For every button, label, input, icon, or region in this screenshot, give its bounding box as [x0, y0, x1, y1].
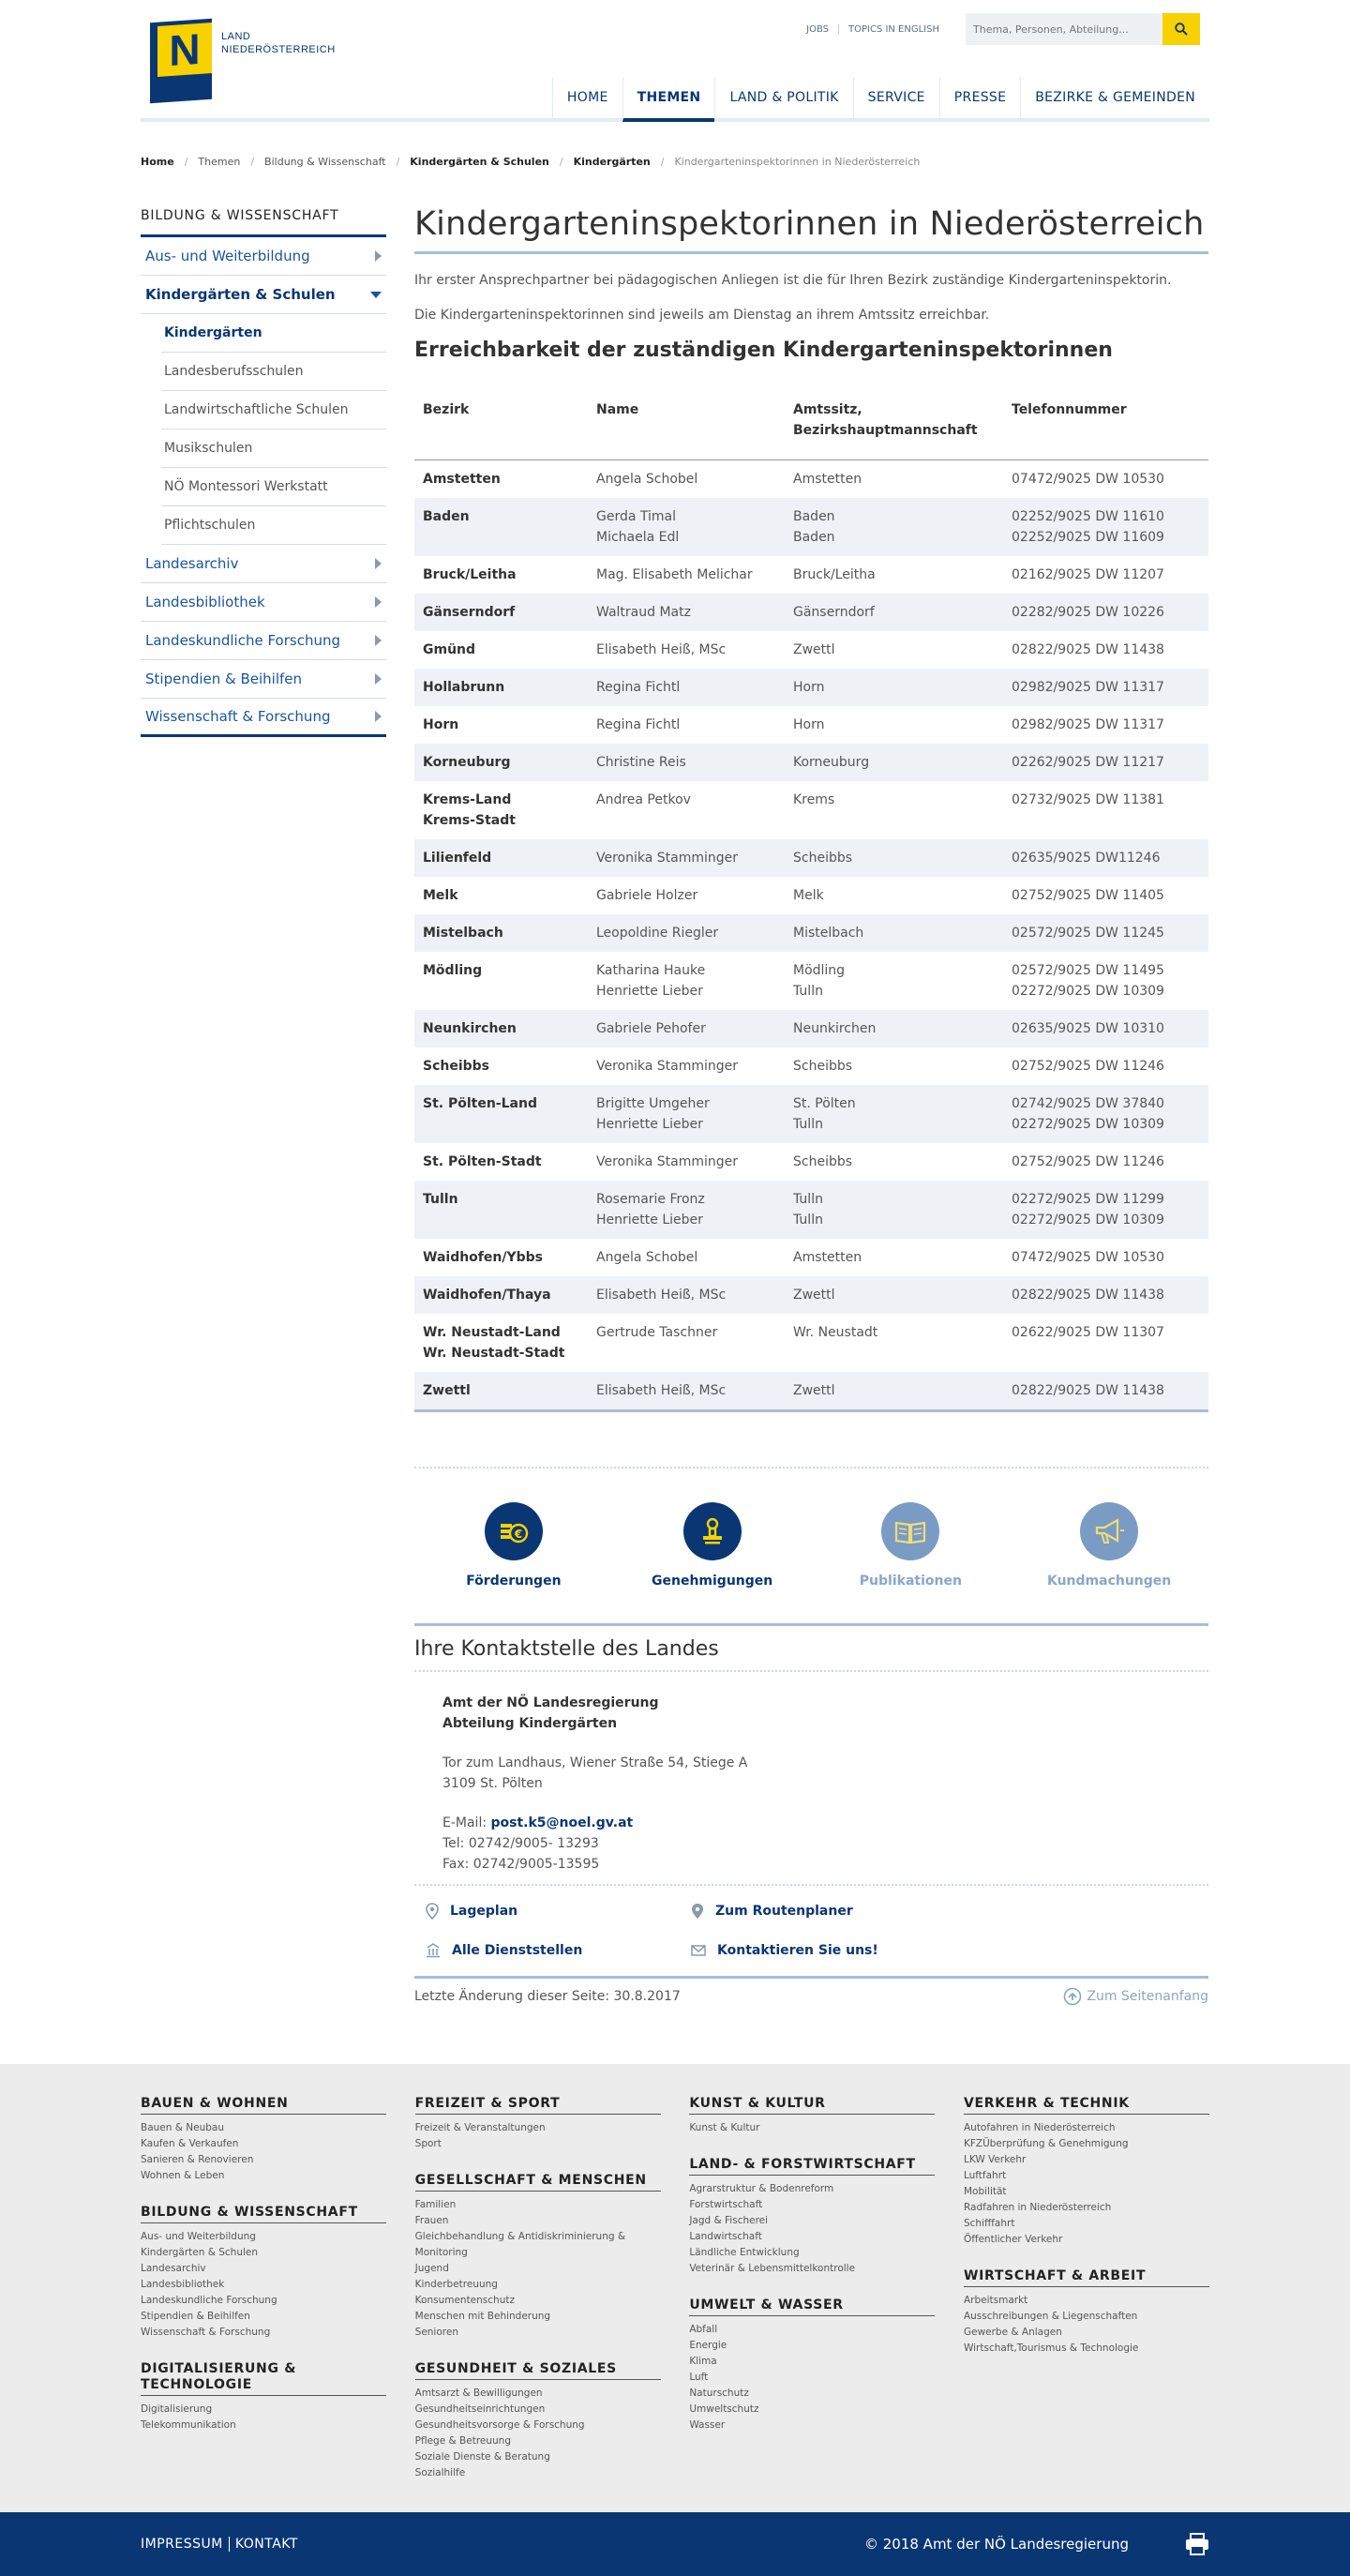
- footer-section: [415, 2361, 661, 2481]
- table-cell: Amstetten: [793, 471, 862, 487]
- table-cell: 02822/9025 DW 11438: [1003, 1276, 1208, 1314]
- chevron-down-icon: [370, 292, 382, 298]
- nav-land-politik[interactable]: LAND & POLITIK: [714, 77, 852, 122]
- table-cell: Scheibbs: [793, 1153, 853, 1169]
- table-cell: Mistelbach: [785, 914, 1003, 952]
- footer-link[interactable]: Telekommunikation: [141, 2418, 236, 2431]
- table-row: [414, 877, 1208, 914]
- footer-link[interactable]: Umweltschutz: [689, 2403, 759, 2415]
- footer-link[interactable]: Radfahren in Niederösterreich: [963, 2201, 1112, 2213]
- search-icon: [1175, 23, 1188, 36]
- table-cell: Tulln Tulln: [785, 1181, 1003, 1239]
- table-cell: Korneuburg: [785, 744, 1003, 781]
- table-row: [414, 1047, 1208, 1085]
- sidebar-item-wissenschaft-forschung[interactable]: Wissenschaft & Forschung: [141, 699, 386, 737]
- table-cell: Korneuburg: [414, 744, 588, 781]
- footer-link[interactable]: Ausschreibungen & Liegenschaften: [963, 2310, 1138, 2322]
- table-cell: Krems-Land Krems-Stadt: [423, 791, 516, 828]
- footer-section: [689, 2157, 935, 2277]
- footer-link[interactable]: Luftfahrt: [963, 2169, 1007, 2181]
- table-row: [414, 1372, 1208, 1411]
- footer-link[interactable]: Gesundheitseinrichtungen: [414, 2403, 546, 2415]
- breadcrumb-item[interactable]: Kindergärten: [573, 155, 651, 168]
- page: [141, 0, 1209, 2015]
- table-row: [414, 1181, 1208, 1239]
- table-cell: Regina Fichtl: [588, 669, 785, 706]
- footer-link[interactable]: Pflege & Betreuung: [414, 2434, 512, 2447]
- footer-heading[interactable]: VERKEHR & TECHNIK: [964, 2096, 1209, 2115]
- table-cell: Zwettl: [785, 1372, 1003, 1411]
- svg-text:€: €: [514, 1528, 523, 1541]
- table-cell: 02572/9025 DW 11245: [1003, 914, 1208, 952]
- contact-card: [414, 1672, 1208, 1875]
- table-cell: 02622/9025 DW 11307: [1012, 1324, 1164, 1340]
- table-cell: Zwettl: [414, 1372, 588, 1411]
- to-top-link[interactable]: Zum Seitenanfang: [1063, 1987, 1208, 2006]
- chevron-right-icon: [375, 558, 382, 569]
- table-cell: 07472/9025 DW 10530: [1012, 471, 1164, 487]
- footer-heading[interactable]: DIGITALISIERUNG & TECHNOLOGIE: [141, 2361, 386, 2396]
- table-row: [414, 669, 1208, 706]
- arrow-up-circle-icon: [1063, 1987, 1082, 2006]
- main-nav: [552, 77, 1209, 122]
- table-cell: Scheibbs: [785, 839, 1003, 877]
- footer-link[interactable]: Bauen & Neubau: [141, 2121, 224, 2133]
- table-cell: 02572/9025 DW 11495 02272/9025 DW 10309: [1012, 962, 1164, 999]
- table-cell: Mag. Elisabeth Melichar: [596, 566, 753, 582]
- footer-heading[interactable]: KUNST & KULTUR: [689, 2096, 935, 2115]
- footer-link[interactable]: Frauen: [414, 2214, 449, 2226]
- sidebar-item-landeskundliche-forschung[interactable]: Landeskundliche Forschung: [141, 622, 386, 660]
- table-cell: Baden Baden: [785, 498, 1003, 556]
- table-cell: 02252/9025 DW 11610 02252/9025 DW 11609: [1003, 498, 1208, 556]
- intro-text: Ihr erster Ansprechpartner bei pädagogischen Anliegen ist die für Ihren Bezirk zuständige Kindergarteninspektorin.: [414, 273, 1172, 288]
- footer-section: [964, 2268, 1209, 2357]
- footer-link[interactable]: Sozialhilfe: [414, 2466, 466, 2478]
- intro-text-2: Die Kindergarteninspektorinnen sind jeweils am Dienstag an ihrem Amtssitz erreichbar.: [414, 308, 990, 323]
- contact-city: 3109 St. Pölten: [442, 1775, 543, 1791]
- footer-link[interactable]: Arbeitsmarkt: [963, 2294, 1028, 2306]
- search-input[interactable]: [966, 13, 1162, 45]
- contact-fax: Fax: 02742/9005-13595: [442, 1856, 600, 1872]
- table-cell: Krems: [793, 791, 835, 807]
- table-row: [414, 556, 1208, 594]
- nav-themen[interactable]: THEMEN: [622, 77, 715, 122]
- euro-coins-icon: [497, 1514, 531, 1548]
- logo-text: LAND NIEDERÖSTERREICH: [221, 31, 336, 55]
- table-row: [414, 1143, 1208, 1181]
- footer-link[interactable]: Kindergärten & Schulen: [141, 2246, 259, 2258]
- footer-section: [141, 2205, 386, 2341]
- footer-link[interactable]: Konsumentenschutz: [414, 2294, 515, 2306]
- chevron-right-icon: [375, 673, 382, 685]
- table-cell: 02272/9025 DW 11299 02272/9025 DW 10309: [1003, 1181, 1208, 1239]
- footer-section: [689, 2096, 935, 2136]
- print-icon[interactable]: [1185, 2533, 1209, 2555]
- contact-org: Amt der NÖ Landesregierung: [442, 1695, 659, 1710]
- footer-link[interactable]: Wirtschaft,Tourismus & Technologie: [963, 2342, 1139, 2354]
- copyright: © 2018 Amt der NÖ Landesregierung: [863, 2535, 1129, 2553]
- jobs-link[interactable]: JOBS: [806, 23, 829, 35]
- table-cell: 02982/9025 DW 11317: [1012, 716, 1164, 732]
- table-cell: 02262/9025 DW 11217: [1003, 744, 1208, 781]
- footer-link[interactable]: Kinderbetreuung: [414, 2278, 498, 2290]
- footer-link[interactable]: Kunst & Kultur: [689, 2121, 760, 2133]
- table-cell: 02742/9025 DW 37840 02272/9025 DW 10309: [1003, 1085, 1208, 1143]
- chevron-right-icon: [375, 250, 382, 262]
- breadcrumb-item[interactable]: Home: [141, 155, 174, 168]
- top-links: [797, 13, 1200, 45]
- footer-link[interactable]: Wissenschaft & Forschung: [141, 2326, 271, 2338]
- table-cell: Angela Schobel: [596, 471, 698, 487]
- mail-icon: [691, 1945, 706, 1956]
- sidebar-title: BILDUNG & WISSENSCHAFT: [141, 208, 386, 237]
- kontakt-link-footer[interactable]: KONTAKT: [234, 2536, 298, 2552]
- sidebar-subitem-kindergaerten[interactable]: Kindergärten: [161, 314, 386, 353]
- quicklink-publikationen[interactable]: Publikationen: [812, 1502, 1011, 1589]
- quicklinks: [414, 1469, 1208, 1623]
- nav-presse[interactable]: PRESSE: [939, 77, 1020, 122]
- email-label: E-Mail:: [442, 1815, 488, 1830]
- footer-column: [415, 2096, 661, 2502]
- footer-link[interactable]: Familien: [414, 2198, 457, 2210]
- footer-column: [141, 2096, 386, 2502]
- logo-mark: N: [150, 21, 214, 101]
- table-cell: Melk: [423, 887, 458, 903]
- sidebar-subitem-musikschulen[interactable]: Musikschulen: [161, 429, 386, 468]
- building-icon: [426, 1943, 441, 1958]
- table-cell: Bruck/Leitha: [793, 566, 876, 582]
- sidebar-item-stipendien[interactable]: Stipendien & Beihilfen: [141, 660, 386, 699]
- sidebar-subitem-landesberufsschulen[interactable]: Landesberufsschulen: [161, 353, 386, 391]
- footer-link[interactable]: Autofahren in Niederösterreich: [963, 2121, 1116, 2133]
- table-cell: Elisabeth Heiß, MSc: [588, 1276, 785, 1314]
- table-cell: 02752/9025 DW 11246: [1012, 1153, 1164, 1169]
- sidebar-item-kindergaerten-schulen[interactable]: Kindergärten & Schulen: [141, 276, 386, 314]
- table-row: [414, 839, 1208, 877]
- table-cell: Mödling Tulln: [793, 962, 846, 999]
- nav-home[interactable]: HOME: [552, 77, 622, 122]
- quicklink-genehmigungen[interactable]: Genehmigungen: [613, 1502, 812, 1589]
- footer-link[interactable]: Sport: [414, 2137, 442, 2149]
- footer-heading[interactable]: BILDUNG & WISSENSCHAFT: [141, 2205, 386, 2223]
- footer-link[interactable]: LKW Verkehr: [963, 2153, 1027, 2165]
- table-cell: Gabriele Pehofer: [588, 1010, 785, 1047]
- footer-link[interactable]: Mobilität: [963, 2185, 1007, 2197]
- table-cell: Mistelbach: [414, 914, 588, 952]
- chevron-right-icon: [375, 596, 382, 608]
- lageplan-link[interactable]: Lageplan: [414, 1891, 680, 1931]
- table-row: [414, 706, 1208, 744]
- breadcrumb-item[interactable]: Themen: [198, 155, 241, 168]
- footer-link[interactable]: Wasser: [689, 2418, 726, 2431]
- footer-link[interactable]: Ländliche Entwicklung: [689, 2246, 800, 2258]
- main-content: [414, 201, 1208, 2015]
- table-cell: 02822/9025 DW 11438: [1012, 641, 1164, 657]
- sidebar-nav: [141, 201, 386, 2015]
- contact-heading: Ihre Kontaktstelle des Landes: [414, 1623, 1208, 1672]
- table-cell: Neunkirchen: [785, 1010, 1003, 1047]
- table-row: [414, 1010, 1208, 1047]
- table-cell: Horn: [423, 716, 459, 732]
- table-cell: Leopoldine Riegler: [588, 914, 785, 952]
- table-cell: Horn: [793, 716, 825, 732]
- footer-link[interactable]: Landeskundliche Forschung: [141, 2294, 278, 2306]
- site-logo[interactable]: [150, 21, 336, 101]
- table-cell: 02752/9025 DW 11405: [1012, 887, 1164, 903]
- table-cell: Tulln: [414, 1181, 588, 1239]
- table-cell: 02982/9025 DW 11317: [1003, 669, 1208, 706]
- table-cell: Bruck/Leitha: [423, 566, 517, 582]
- table-row: [414, 914, 1208, 952]
- contact-street: Tor zum Landhaus, Wiener Straße 54, Stiege A: [442, 1755, 748, 1770]
- contact-department: Abteilung Kindergärten: [442, 1715, 618, 1731]
- sidebar-subitem-pflichtschulen[interactable]: Pflichtschulen: [161, 506, 386, 545]
- nav-service[interactable]: SERVICE: [853, 77, 939, 122]
- dienststellen-link[interactable]: Alle Dienststellen: [414, 1931, 680, 1970]
- table-cell: Scheibbs: [423, 1058, 490, 1074]
- nav-bezirke-gemeinden[interactable]: BEZIRKE & GEMEINDEN: [1020, 77, 1209, 122]
- table-row: [414, 952, 1208, 1010]
- table-row: [414, 1239, 1208, 1276]
- table-cell: Gabriele Holzer: [596, 887, 698, 903]
- footer-link[interactable]: Schifffahrt: [963, 2217, 1015, 2229]
- footer-section: [964, 2096, 1209, 2248]
- table-cell: 02282/9025 DW 10226: [1003, 594, 1208, 631]
- table-cell: Mödling: [423, 962, 483, 978]
- footer-link[interactable]: Landesbibliothek: [141, 2278, 225, 2290]
- table-cell: Wr. Neustadt: [793, 1324, 878, 1340]
- table-cell: Gerda Timal Michaela Edl: [588, 498, 785, 556]
- table-row: [414, 1085, 1208, 1143]
- footer-heading[interactable]: GESUNDHEIT & SOZIALES: [415, 2361, 661, 2380]
- table-header: Amtssitz, Bezirkshauptmannschaft: [785, 394, 1003, 459]
- table-cell: Veronika Stamminger: [588, 839, 785, 877]
- site-footer: [0, 2064, 1350, 2512]
- footer-link[interactable]: Luft: [689, 2371, 709, 2383]
- table-cell: Christine Reis: [588, 744, 785, 781]
- breadcrumb-item[interactable]: Bildung & Wissenschaft: [264, 155, 386, 168]
- footer-link[interactable]: Gleichbehandlung & Antidiskriminierung & Monitoring: [414, 2230, 626, 2258]
- footer-link[interactable]: Soziale Dienste & Beratung: [414, 2450, 550, 2463]
- sidebar-item-landesarchiv[interactable]: Landesarchiv: [141, 545, 386, 583]
- email-link[interactable]: post.k5@noel.gv.at: [490, 1815, 634, 1830]
- table-cell: Angela Schobel: [596, 1249, 698, 1265]
- table-header: Telefonnummer: [1003, 394, 1208, 459]
- sidebar-subitem-montessori[interactable]: NÖ Montessori Werkstatt: [161, 468, 386, 506]
- table-cell: 02822/9025 DW 11438: [1003, 1372, 1208, 1411]
- table-header: Name: [588, 394, 785, 459]
- table-cell: Brigitte Umgeher Henriette Lieber: [588, 1085, 785, 1143]
- search-button[interactable]: [1162, 13, 1200, 45]
- location-icon: [691, 1903, 704, 1920]
- last-change: [414, 1976, 1208, 2015]
- table-cell: Zwettl: [785, 1276, 1003, 1314]
- footer-column: [689, 2096, 935, 2502]
- search-box: [966, 13, 1200, 45]
- table-cell: Amstetten: [793, 1249, 862, 1265]
- footer-link[interactable]: Veterinär & Lebensmittelkontrolle: [689, 2262, 856, 2274]
- footer-section: [415, 2173, 661, 2341]
- footer-link[interactable]: Landwirtschaft: [689, 2230, 762, 2242]
- footer-link[interactable]: Stipendien & Beihilfen: [141, 2310, 250, 2322]
- footer-heading[interactable]: UMWELT & WASSER: [689, 2297, 935, 2316]
- footer-link[interactable]: Energie: [689, 2339, 728, 2351]
- footer-link[interactable]: Jagd & Fischerei: [689, 2214, 769, 2226]
- footer-link[interactable]: Gesundheitsvorsorge & Forschung: [414, 2418, 585, 2431]
- table-cell: 02732/9025 DW 11381: [1012, 791, 1164, 807]
- table-cell: Amstetten: [423, 471, 501, 487]
- last-change-text: Letzte Änderung dieser Seite: 30.8.2017: [414, 1989, 681, 2004]
- contact-tel: Tel: 02742/9005- 13293: [442, 1835, 599, 1851]
- table-cell: Lilienfeld: [414, 839, 588, 877]
- megaphone-icon: [1093, 1517, 1125, 1545]
- breadcrumb-item[interactable]: Kindergärten & Schulen: [410, 155, 549, 168]
- impressum-link[interactable]: IMPRESSUM: [141, 2536, 223, 2552]
- table-cell: Regina Fichtl: [596, 716, 681, 732]
- table-cell: Wr. Neustadt-Land Wr. Neustadt-Stadt: [423, 1324, 565, 1361]
- footer-link[interactable]: Jugend: [414, 2262, 449, 2274]
- footer-section: [141, 2096, 386, 2184]
- quicklink-foerderungen[interactable]: € Förderungen: [414, 1502, 613, 1589]
- footer-link[interactable]: Amtsarzt & Bewilligungen: [414, 2387, 543, 2399]
- footer-bottom-bar: [0, 2512, 1350, 2576]
- footer-heading[interactable]: BAUEN & WOHNEN: [141, 2096, 386, 2115]
- table-cell: Gertrude Taschner: [596, 1324, 718, 1340]
- footer-link[interactable]: Freizeit & Veranstaltungen: [414, 2121, 546, 2133]
- kontakt-link[interactable]: Kontaktieren Sie uns!: [680, 1931, 945, 1970]
- footer-section: [141, 2361, 386, 2433]
- footer-link[interactable]: Digitalisierung: [141, 2403, 213, 2415]
- footer-heading[interactable]: GESELLSCHAFT & MENSCHEN: [415, 2173, 661, 2192]
- footer-link[interactable]: Senioren: [414, 2326, 458, 2338]
- map-pin-icon: [426, 1903, 439, 1920]
- footer-link[interactable]: Aus- und Weiterbildung: [141, 2230, 256, 2242]
- page-title: Kindergarteninspektorinnen in Niederösterreich: [414, 201, 1208, 254]
- table-header: Bezirk: [414, 394, 588, 459]
- table-row: [414, 594, 1208, 631]
- table-cell: St. Pölten-Stadt: [423, 1153, 542, 1169]
- table-cell: 02635/9025 DW11246: [1003, 839, 1208, 877]
- footer-link[interactable]: Klima: [689, 2355, 717, 2367]
- footer-section: [415, 2096, 661, 2152]
- table-cell: Hollabrunn: [414, 669, 588, 706]
- footer-link[interactable]: Forstwirtschaft: [689, 2198, 763, 2210]
- contact-links: [414, 1884, 1208, 1976]
- inspector-table: [414, 394, 1208, 1412]
- quicklink-kundmachungen[interactable]: Kundmachungen: [1010, 1502, 1208, 1589]
- table-cell: Katharina Hauke Henriette Lieber: [596, 962, 706, 999]
- table-row: [414, 1276, 1208, 1314]
- table-cell: Gänserndorf: [414, 594, 588, 631]
- site-header: [141, 0, 1209, 122]
- chevron-right-icon: [375, 711, 382, 722]
- footer-heading[interactable]: FREIZEIT & SPORT: [415, 2096, 661, 2115]
- footer-section: [689, 2297, 935, 2433]
- table-row: [414, 744, 1208, 781]
- footer-heading[interactable]: WIRTSCHAFT & ARBEIT: [964, 2268, 1209, 2287]
- table-cell: Waidhofen/Ybbs: [423, 1249, 543, 1265]
- table-row: [414, 631, 1208, 669]
- chevron-right-icon: [375, 635, 382, 646]
- footer-column: [964, 2096, 1209, 2502]
- routenplaner-link[interactable]: Zum Routenplaner: [680, 1891, 945, 1931]
- table-cell: Veronika Stamminger: [596, 1058, 739, 1074]
- table-cell: Waltraud Matz: [588, 594, 785, 631]
- breadcrumb-current: Kindergarteninspektorinnen in Niederösterreich: [674, 155, 921, 168]
- sidebar-item-aus-weiterbildung[interactable]: Aus- und Weiterbildung: [141, 237, 386, 276]
- table-cell: 07472/9025 DW 10530: [1012, 1249, 1164, 1265]
- sidebar-subitem-landwirtschaftliche-schulen[interactable]: Landwirtschaftliche Schulen: [161, 391, 386, 429]
- table-cell: St. Pölten-Land: [414, 1085, 588, 1143]
- table-row: [414, 459, 1208, 498]
- table-cell: Gmünd: [423, 641, 476, 657]
- table-cell: Zwettl: [793, 641, 835, 657]
- section-heading: Erreichbarkeit der zuständigen Kindergarteninspektorinnen: [414, 339, 1113, 362]
- table-cell: Horn: [785, 669, 1003, 706]
- footer-link[interactable]: Öffentlicher Verkehr: [963, 2233, 1063, 2245]
- table-cell: Elisabeth Heiß, MSc: [588, 1372, 785, 1411]
- footer-heading[interactable]: LAND- & FORSTWIRTSCHAFT: [689, 2157, 935, 2176]
- table-cell: Andrea Petkov: [596, 791, 691, 807]
- table-cell: Neunkirchen: [414, 1010, 588, 1047]
- footer-link[interactable]: Menschen mit Behinderung: [414, 2310, 551, 2322]
- footer-link[interactable]: Naturschutz: [689, 2387, 749, 2399]
- table-cell: Rosemarie Fronz Henriette Lieber: [588, 1181, 785, 1239]
- table-row: [414, 498, 1208, 556]
- table-cell: Melk: [793, 887, 824, 903]
- footer-link[interactable]: Agrarstruktur & Bodenreform: [689, 2182, 834, 2194]
- footer-link[interactable]: Landesarchiv: [141, 2262, 206, 2274]
- book-icon: [894, 1517, 926, 1545]
- footer-link[interactable]: Gewerbe & Anlagen: [963, 2326, 1062, 2338]
- table-row: [414, 1314, 1208, 1372]
- table-cell: Waidhofen/Thaya: [414, 1276, 588, 1314]
- table-cell: 02752/9025 DW 11246: [1012, 1058, 1164, 1074]
- table-cell: Scheibbs: [793, 1058, 853, 1074]
- breadcrumb: Home / Themen / Bildung & Wissenschaft / Kindergärten & Schulen / Kindergärten / Kindergarteninspektorinnen in Niederösterreich: [141, 155, 921, 168]
- footer-link[interactable]: Sanieren & Renovieren: [141, 2153, 254, 2165]
- table-cell: Elisabeth Heiß, MSc: [596, 641, 727, 657]
- table-cell: 02162/9025 DW 11207: [1012, 566, 1164, 582]
- table-cell: Veronika Stamminger: [596, 1153, 739, 1169]
- table-cell: St. Pölten Tulln: [785, 1085, 1003, 1143]
- table-row: [414, 781, 1208, 839]
- table-cell: 02635/9025 DW 10310: [1003, 1010, 1208, 1047]
- stamp-icon: [698, 1516, 728, 1546]
- footer-link[interactable]: Kaufen & Verkaufen: [141, 2137, 239, 2149]
- footer-link[interactable]: Wohnen & Leben: [141, 2169, 225, 2181]
- sidebar-item-landesbibliothek[interactable]: Landesbibliothek: [141, 583, 386, 622]
- footer-link[interactable]: KFZÜberprüfung & Genehmigung: [963, 2137, 1129, 2149]
- footer-link[interactable]: Abfall: [689, 2323, 718, 2335]
- table-cell: Gänserndorf: [785, 594, 1003, 631]
- topics-in-english-link[interactable]: TOPICS IN ENGLISH: [838, 24, 949, 35]
- table-cell: Baden: [414, 498, 588, 556]
